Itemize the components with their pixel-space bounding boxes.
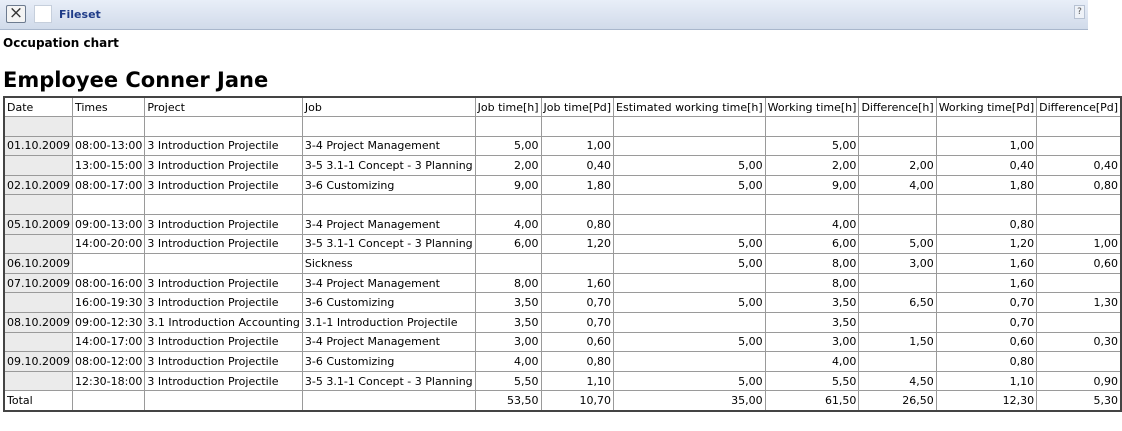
- table-cell: 3 Introduction Projectile: [145, 273, 303, 293]
- table-row: [4, 136, 1121, 156]
- table-cell: 3,50: [475, 293, 541, 313]
- column-header-working-time-h[interactable]: Working time[h]: [765, 97, 859, 117]
- table-cell: 3.1-1 Introduction Projectile: [302, 313, 475, 333]
- table-row: [4, 175, 1121, 195]
- table-cell: 12:30-18:00: [72, 371, 144, 391]
- table-cell: 1,80: [936, 175, 1036, 195]
- table-cell: Sickness: [302, 254, 475, 274]
- table-cell: 0,80: [1037, 175, 1121, 195]
- window-titlebar: [0, 0, 1088, 30]
- table-cell: 1,00: [541, 136, 614, 156]
- table-cell: 3-5 3.1-1 Concept - 3 Planning: [302, 156, 475, 176]
- table-cell: 9,00: [765, 175, 859, 195]
- table-cell: 4,00: [765, 352, 859, 372]
- table-cell: [1037, 313, 1121, 333]
- table-cell: 1,80: [541, 175, 614, 195]
- table-row: [4, 156, 1121, 176]
- table-cell: [4, 156, 72, 176]
- table-cell: 3 Introduction Projectile: [145, 215, 303, 235]
- table-cell: [4, 293, 72, 313]
- table-cell: [475, 195, 541, 215]
- table-cell: 5,00: [614, 332, 766, 352]
- table-cell: 5,50: [765, 371, 859, 391]
- table-cell: 0,80: [936, 215, 1036, 235]
- table-cell: [72, 391, 144, 411]
- fileset-checkbox[interactable]: [34, 5, 52, 23]
- table-cell: 1,00: [1037, 234, 1121, 254]
- column-header-job-time-h[interactable]: Job time[h]: [475, 97, 541, 117]
- table-cell: 12,30: [936, 391, 1036, 411]
- table-cell: 26,50: [859, 391, 936, 411]
- table-row: [4, 273, 1121, 293]
- table-cell: 5,00: [614, 156, 766, 176]
- table-cell: 1,00: [936, 136, 1036, 156]
- table-cell: 0,60: [1037, 254, 1121, 274]
- table-cell: 2,00: [475, 156, 541, 176]
- table-row: [4, 352, 1121, 372]
- table-cell: 53,50: [475, 391, 541, 411]
- page-subtitle: Occupation chart: [3, 36, 119, 50]
- table-cell: 1,30: [1037, 293, 1121, 313]
- table-cell: [859, 117, 936, 137]
- table-cell: 0,80: [936, 352, 1036, 372]
- table-cell: 61,50: [765, 391, 859, 411]
- table-cell: [859, 195, 936, 215]
- table-row: [4, 234, 1121, 254]
- table-cell: 01.10.2009: [4, 136, 72, 156]
- table-cell: [4, 234, 72, 254]
- table-cell: 0,70: [936, 313, 1036, 333]
- table-cell: 3-5 3.1-1 Concept - 3 Planning: [302, 371, 475, 391]
- table-cell: 0,40: [541, 156, 614, 176]
- table-cell: 0,80: [541, 352, 614, 372]
- table-row: [4, 332, 1121, 352]
- table-cell: [859, 313, 936, 333]
- table-cell: 3-5 3.1-1 Concept - 3 Planning: [302, 234, 475, 254]
- table-cell: 08.10.2009: [4, 313, 72, 333]
- table-cell: 0,80: [541, 215, 614, 235]
- table-cell: 3 Introduction Projectile: [145, 371, 303, 391]
- table-cell: [614, 215, 766, 235]
- table-cell: 09:00-13:00: [72, 215, 144, 235]
- table-cell: 8,00: [765, 254, 859, 274]
- table-cell: 3,00: [765, 332, 859, 352]
- table-row: [4, 254, 1121, 274]
- table-cell: 14:00-17:00: [72, 332, 144, 352]
- table-cell: 1,60: [936, 254, 1036, 274]
- table-row: [4, 117, 1121, 137]
- table-cell: [614, 117, 766, 137]
- table-cell: [541, 254, 614, 274]
- table-cell: [936, 195, 1036, 215]
- table-cell: [765, 117, 859, 137]
- table-row: [4, 313, 1121, 333]
- table-cell: 1,50: [859, 332, 936, 352]
- table-cell: 2,00: [859, 156, 936, 176]
- occupation-table-container: [3, 96, 1122, 412]
- table-cell: 3,50: [765, 313, 859, 333]
- column-header-estimated-working-time[interactable]: Estimated working time[h]: [614, 97, 766, 117]
- table-cell: [72, 117, 144, 137]
- table-cell: 05.10.2009: [4, 215, 72, 235]
- column-header-difference-pd[interactable]: Difference[Pd]: [1037, 97, 1121, 117]
- table-cell: 0,40: [1037, 156, 1121, 176]
- table-cell: 5,00: [614, 371, 766, 391]
- table-row: [4, 371, 1121, 391]
- table-cell: 1,60: [541, 273, 614, 293]
- table-cell: 1,10: [541, 371, 614, 391]
- table-cell: 3 Introduction Projectile: [145, 332, 303, 352]
- table-cell: 4,50: [859, 371, 936, 391]
- table-cell: 3 Introduction Projectile: [145, 234, 303, 254]
- table-cell: [1037, 352, 1121, 372]
- table-cell: 6,00: [765, 234, 859, 254]
- table-cell: 5,00: [859, 234, 936, 254]
- table-cell: 02.10.2009: [4, 175, 72, 195]
- table-cell: 1,20: [541, 234, 614, 254]
- table-cell: 3-4 Project Management: [302, 273, 475, 293]
- table-cell: 0,70: [936, 293, 1036, 313]
- table-cell: 1,20: [936, 234, 1036, 254]
- table-cell: 3 Introduction Projectile: [145, 136, 303, 156]
- table-cell: 5,00: [765, 136, 859, 156]
- table-header-row: [4, 97, 1121, 117]
- table-cell: 1,60: [936, 273, 1036, 293]
- column-header-working-time-pd[interactable]: Working time[Pd]: [936, 97, 1036, 117]
- table-cell: 4,00: [475, 215, 541, 235]
- table-cell: 9,00: [475, 175, 541, 195]
- table-cell: 5,00: [475, 136, 541, 156]
- table-cell: [614, 273, 766, 293]
- table-cell: [765, 195, 859, 215]
- table-cell: 3 Introduction Projectile: [145, 156, 303, 176]
- table-cell: 3-4 Project Management: [302, 332, 475, 352]
- table-cell: 16:00-19:30: [72, 293, 144, 313]
- column-header-job-time-pd[interactable]: Job time[Pd]: [541, 97, 614, 117]
- table-cell: 3 Introduction Projectile: [145, 175, 303, 195]
- table-cell: 2,00: [765, 156, 859, 176]
- table-cell: [145, 254, 303, 274]
- table-cell: 8,00: [475, 273, 541, 293]
- table-cell: [475, 117, 541, 137]
- table-cell: [4, 195, 72, 215]
- table-cell: 0,70: [541, 313, 614, 333]
- table-cell: 09.10.2009: [4, 352, 72, 372]
- table-cell: [936, 117, 1036, 137]
- table-cell: 08:00-13:00: [72, 136, 144, 156]
- table-cell: 08:00-12:00: [72, 352, 144, 372]
- table-row: [4, 215, 1121, 235]
- table-cell: 3-4 Project Management: [302, 136, 475, 156]
- table-cell: [145, 195, 303, 215]
- table-cell: [859, 273, 936, 293]
- table-cell: [302, 391, 475, 411]
- close-button[interactable]: [6, 5, 26, 23]
- table-cell: [302, 117, 475, 137]
- occupation-table: [3, 96, 1122, 412]
- table-cell: 3 Introduction Projectile: [145, 293, 303, 313]
- table-cell: 35,00: [614, 391, 766, 411]
- table-cell: 3,50: [475, 313, 541, 333]
- table-cell: 0,70: [541, 293, 614, 313]
- table-cell: [614, 352, 766, 372]
- table-cell: [541, 117, 614, 137]
- table-cell: [302, 195, 475, 215]
- table-cell: [541, 195, 614, 215]
- table-cell: 1,10: [936, 371, 1036, 391]
- column-header-times[interactable]: Times: [72, 97, 144, 117]
- table-cell: 14:00-20:00: [72, 234, 144, 254]
- table-cell: [72, 254, 144, 274]
- table-cell: 3,00: [475, 332, 541, 352]
- table-cell: [72, 195, 144, 215]
- table-cell: [859, 215, 936, 235]
- table-cell: 5,00: [614, 293, 766, 313]
- table-cell: [1037, 215, 1121, 235]
- table-cell: 5,30: [1037, 391, 1121, 411]
- table-cell: 3-6 Customizing: [302, 293, 475, 313]
- table-cell: 6,50: [859, 293, 936, 313]
- table-cell: 3 Introduction Projectile: [145, 352, 303, 372]
- table-cell: 08:00-16:00: [72, 273, 144, 293]
- close-icon: ×: [8, 3, 24, 23]
- table-cell: 4,00: [475, 352, 541, 372]
- table-cell: 8,00: [765, 273, 859, 293]
- table-cell: 0,40: [936, 156, 1036, 176]
- table-cell: [475, 254, 541, 274]
- table-cell: 3.1 Introduction Accounting: [145, 313, 303, 333]
- table-cell: Total: [4, 391, 72, 411]
- table-cell: 5,50: [475, 371, 541, 391]
- column-header-project[interactable]: Project: [145, 97, 303, 117]
- table-total-row: [4, 391, 1121, 411]
- table-cell: [859, 352, 936, 372]
- table-cell: 0,60: [936, 332, 1036, 352]
- table-cell: 0,60: [541, 332, 614, 352]
- table-cell: 3-6 Customizing: [302, 352, 475, 372]
- table-cell: 0,30: [1037, 332, 1121, 352]
- column-header-job[interactable]: Job: [302, 97, 475, 117]
- table-cell: [859, 136, 936, 156]
- table-cell: [4, 332, 72, 352]
- table-cell: [4, 117, 72, 137]
- table-cell: 10,70: [541, 391, 614, 411]
- column-header-date[interactable]: Date: [4, 97, 72, 117]
- table-cell: [4, 371, 72, 391]
- table-row: [4, 195, 1121, 215]
- table-cell: [1037, 195, 1121, 215]
- help-button[interactable]: ?: [1074, 5, 1085, 19]
- table-row: [4, 293, 1121, 313]
- table-cell: 09:00-12:30: [72, 313, 144, 333]
- table-cell: 5,00: [614, 254, 766, 274]
- table-cell: [1037, 136, 1121, 156]
- table-cell: 6,00: [475, 234, 541, 254]
- table-body: [4, 117, 1121, 411]
- table-cell: 08:00-17:00: [72, 175, 144, 195]
- table-cell: 0,90: [1037, 371, 1121, 391]
- table-cell: [1037, 117, 1121, 137]
- table-cell: [614, 136, 766, 156]
- table-cell: 3,00: [859, 254, 936, 274]
- table-cell: [145, 117, 303, 137]
- table-cell: 3-6 Customizing: [302, 175, 475, 195]
- table-cell: [614, 313, 766, 333]
- table-cell: 3-4 Project Management: [302, 215, 475, 235]
- column-header-difference-h[interactable]: Difference[h]: [859, 97, 936, 117]
- table-cell: 5,00: [614, 234, 766, 254]
- app-title: Fileset: [59, 8, 101, 21]
- table-cell: 5,00: [614, 175, 766, 195]
- table-cell: 3,50: [765, 293, 859, 313]
- page-title: Employee Conner Jane: [3, 68, 269, 92]
- table-cell: 4,00: [765, 215, 859, 235]
- table-cell: [145, 391, 303, 411]
- table-cell: 07.10.2009: [4, 273, 72, 293]
- table-cell: [1037, 273, 1121, 293]
- table-cell: 06.10.2009: [4, 254, 72, 274]
- table-cell: [614, 195, 766, 215]
- table-cell: 13:00-15:00: [72, 156, 144, 176]
- table-cell: 4,00: [859, 175, 936, 195]
